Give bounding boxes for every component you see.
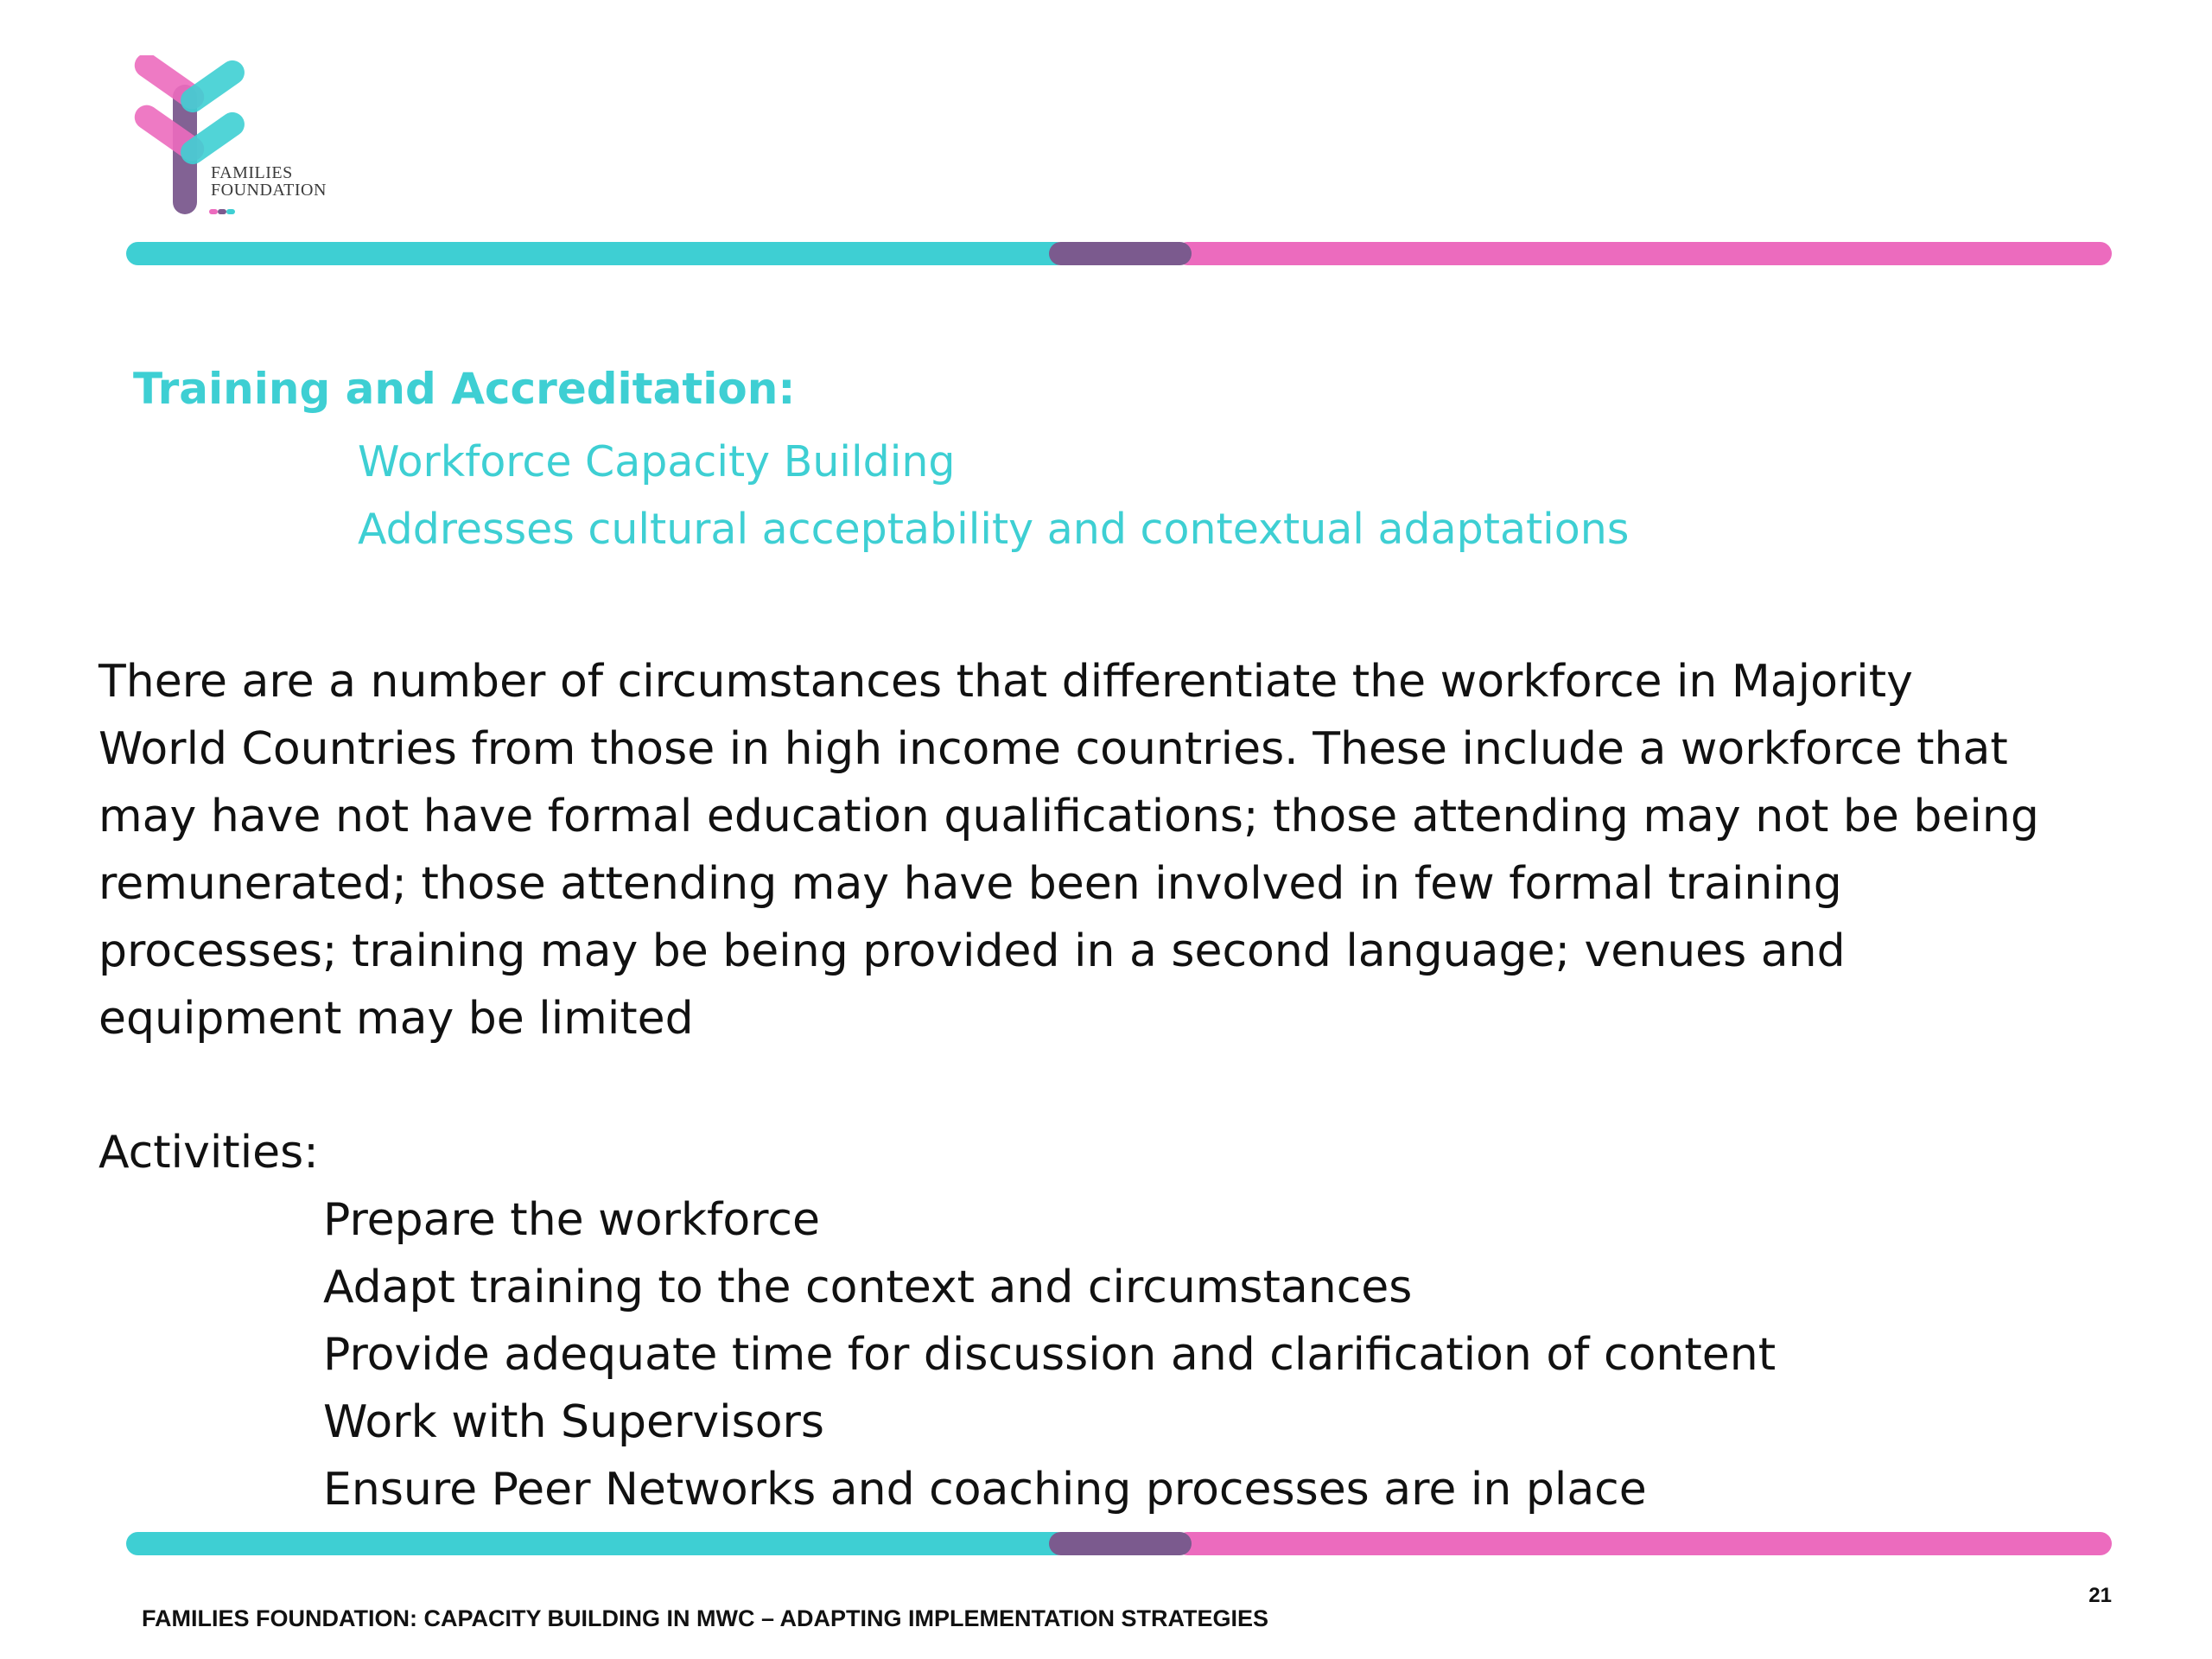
paragraph-line: remunerated; those attending may have been involved in few formal training [99, 858, 1842, 910]
divider-purple-segment [1049, 1532, 1192, 1555]
activity-item: Work with Supervisors [323, 1396, 824, 1448]
logo-line-2: FOUNDATION [211, 181, 327, 200]
activity-item: Prepare the workforce [323, 1194, 820, 1246]
logo [126, 55, 351, 219]
subtitle-line: Addresses cultural acceptability and contextual adaptations [358, 505, 1630, 554]
paragraph-line: processes; training may be being provided in a second language; venues and [99, 925, 1846, 977]
divider-purple-segment [1049, 242, 1192, 265]
activity-item: Adapt training to the context and circumstances [323, 1262, 1413, 1313]
paragraph-line: may have not have formal education qualifications; those attending may not be being [99, 791, 2039, 842]
activity-item: Provide adequate time for discussion and clarification of content [323, 1329, 1777, 1381]
logo-wordmark [211, 164, 327, 199]
footer-text: FAMILIES FOUNDATION: CAPACITY BUILDING IN MWC – ADAPTING IMPLEMENTATION STRATEGIES [142, 1605, 1268, 1631]
page-number: 21 [2088, 1584, 2112, 1607]
paragraph-line: World Countries from those in high income countries. These include a workforce that [99, 723, 2008, 775]
paragraph-line: There are a number of circumstances that differentiate the workforce in Majority [99, 656, 1913, 708]
divider-teal-segment [126, 242, 1068, 265]
slide-title: Training and Accreditation: [133, 364, 796, 414]
bottom-divider-bar [126, 1532, 2112, 1555]
divider-teal-segment [126, 1532, 1068, 1555]
top-divider-bar [126, 242, 2112, 265]
activity-item: Ensure Peer Networks and coaching processes are in place [323, 1464, 1647, 1516]
activities-label: Activities: [99, 1127, 319, 1179]
divider-pink-segment [1176, 1532, 2112, 1555]
slide-subtitles [358, 429, 1629, 563]
subtitle-line: Workforce Capacity Building [358, 437, 956, 486]
body-paragraph [99, 648, 2086, 1052]
activities-list [323, 1186, 1776, 1523]
divider-pink-segment [1176, 242, 2112, 265]
paragraph-line: equipment may be limited [99, 993, 694, 1045]
logo-line-1: FAMILIES [211, 163, 293, 182]
